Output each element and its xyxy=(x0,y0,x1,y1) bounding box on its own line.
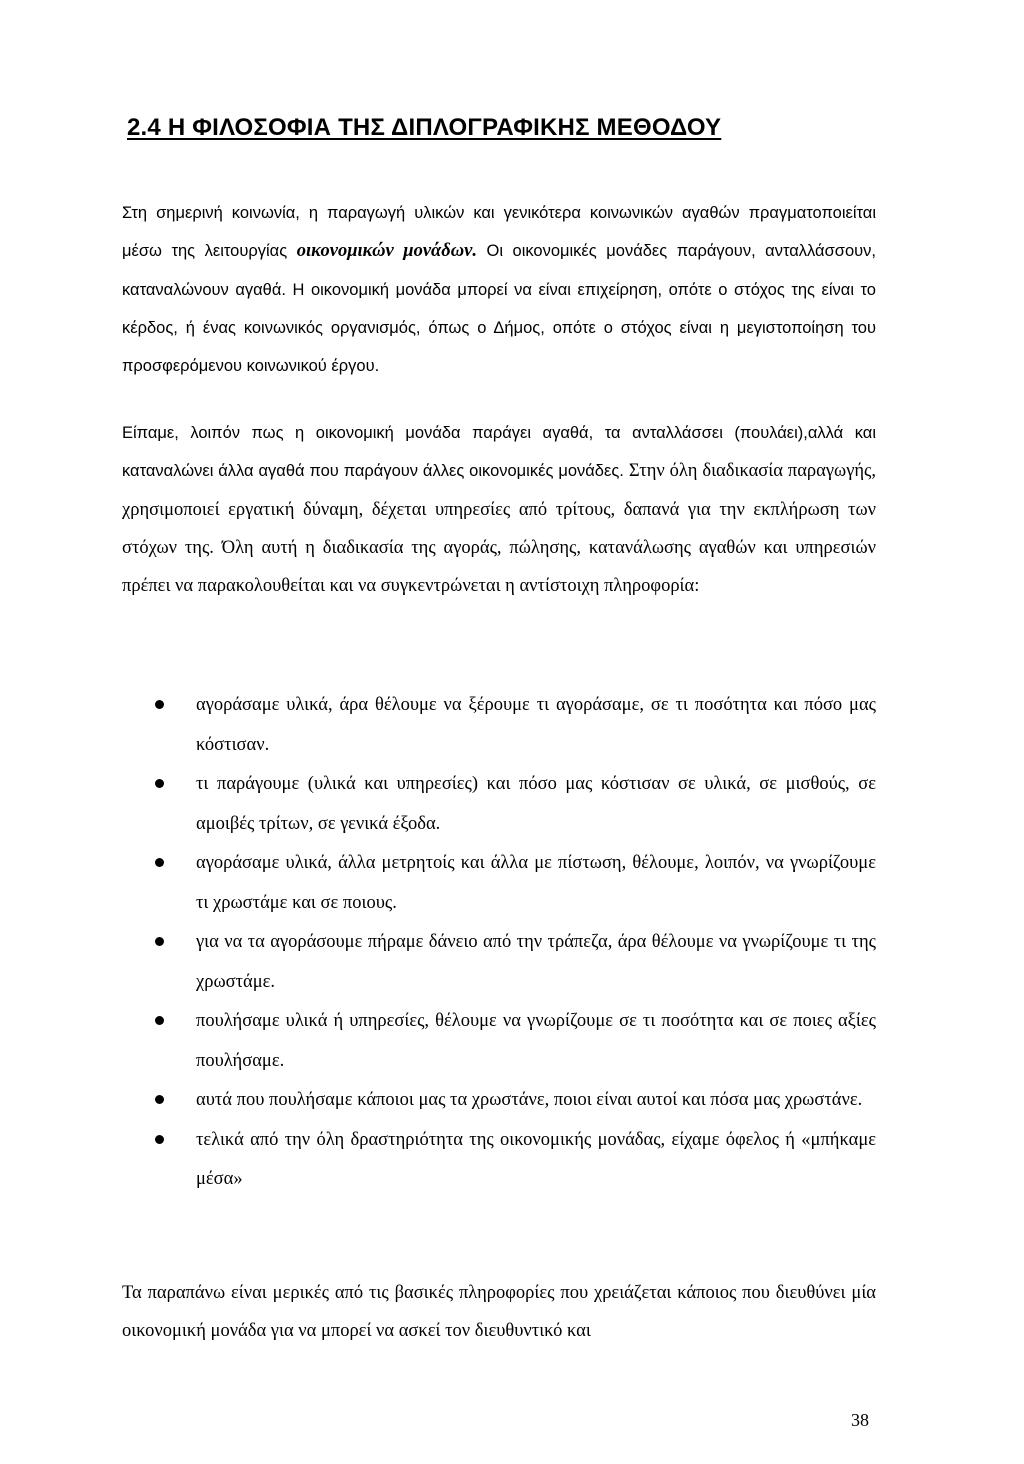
list-item-text: για να τα αγοράσουμε πήραμε δάνειο από την τράπεζα, άρα θέλουμε να γνωρίζουμε τι της χρωστάμε. xyxy=(196,932,876,992)
list-item-text: αυτά που πουλήσαμε κάποιοι μας τα χρωστάνε, ποιοι είναι αυτοί και πόσα μας χρωστάνε. xyxy=(196,1090,863,1110)
list-item xyxy=(150,1002,876,1081)
paragraph-process xyxy=(122,414,876,605)
list-item xyxy=(150,923,876,1002)
list-item-text: τελικά από την όλη δραστηριότητα της οικονομικής μονάδας, είχαμε όφελος ή «μπήκαμε μέσα» xyxy=(196,1129,876,1189)
list-item xyxy=(150,844,876,923)
bullet-icon xyxy=(155,937,164,946)
paragraph-intro-part1: Στη σημερινή κοινωνία, η παραγωγή υλικών και γενικότερα κοινωνικών αγαθών πραγματοποιείται μέσω της λειτουργίας xyxy=(122,204,876,261)
paragraph-process-part2: Στην όλη διαδικασία παραγωγής, χρησιμοποιεί εργατική δύναμη, δέχεται υπηρεσίες από τρίτους, δαπανά για την εκπλήρωση των στόχων της. Όλη αυτή η διαδικασία της αγοράς, πώλησης, κατανάλωσης αγαθών και υπηρεσιών πρέπει να παρακολουθείται και να συγκεντρώνεται η αντίστοιχη πληροφορία: xyxy=(122,461,876,597)
paragraph-process-part1: Είπαμε, λοιπόν πως η οικονομική μονάδα παράγει αγαθά, τα ανταλλάσσει (πουλάει),αλλά και καταναλώνει άλλα αγαθά που παράγουν άλλες οικονομικές μονάδες. xyxy=(122,424,876,481)
bullet-icon xyxy=(155,779,164,788)
section-heading: 2.4 Η ΦΙΛΟΣΟΦΙΑ ΤΗΣ ΔΙΠΛΟΓΡΑΦΙΚΗΣ ΜΕΘΟΔΟΥ xyxy=(127,114,722,141)
list-item-text: αγοράσαμε υλικά, άλλα μετρητοίς και άλλα με πίστωση, θέλουμε, λοιπόν, να γνωρίζουμε τι χρωστάμε και σε ποιους. xyxy=(196,853,876,913)
paragraph-intro-part2: Οι οικονομικές μονάδες παράγουν, ανταλλάσσουν, καταναλώνουν αγαθά. Η οικονομική μονάδα μπορεί να είναι επιχείρηση, οπότε ο στόχος της είναι το κέρδος, ή ένας κοινωνικός οργανισμός, όπως ο Δήμος, οπότε ο στόχος είναι η μεγιστοποίηση του προσφερόμενου κοινωνικού έργου. xyxy=(122,242,876,376)
list-item xyxy=(150,765,876,844)
information-bullet-list xyxy=(150,686,876,1200)
bullet-icon xyxy=(155,1016,164,1025)
bullet-icon xyxy=(155,858,164,867)
paragraph-intro xyxy=(122,194,876,385)
list-item xyxy=(150,1081,876,1121)
list-item-text: πουλήσαμε υλικά ή υπηρεσίες, θέλουμε να γνωρίζουμε σε τι ποσότητα και σε ποιες αξίες πουλήσαμε. xyxy=(196,1011,876,1071)
list-item-text: τι παράγουμε (υλικά και υπηρεσίες) και πόσο μας κόστισαν σε υλικά, σε μισθούς, σε αμοιβές τρίτων, σε γενικά έξοδα. xyxy=(196,774,876,834)
page-number: 38 xyxy=(851,1410,869,1430)
bullet-icon xyxy=(155,700,164,709)
bullet-icon xyxy=(155,1095,164,1104)
paragraph-closing: Τα παραπάνω είναι μερικές από τις βασικές πληροφορίες που χρειάζεται κάποιος που διευθύνει μία οικονομική μονάδα για να μπορεί να ασκεί τον διευθυντικό και xyxy=(122,1283,876,1342)
paragraph-intro-emphasis: οικονομικών μονάδων. xyxy=(296,241,477,262)
list-item xyxy=(150,686,876,765)
list-item-text: αγοράσαμε υλικά, άρα θέλουμε να ξέρουμε τι αγοράσαμε, σε τι ποσότητα και πόσο μας κόστισαν. xyxy=(196,695,876,755)
bullet-icon xyxy=(155,1135,164,1144)
list-item xyxy=(150,1121,876,1200)
